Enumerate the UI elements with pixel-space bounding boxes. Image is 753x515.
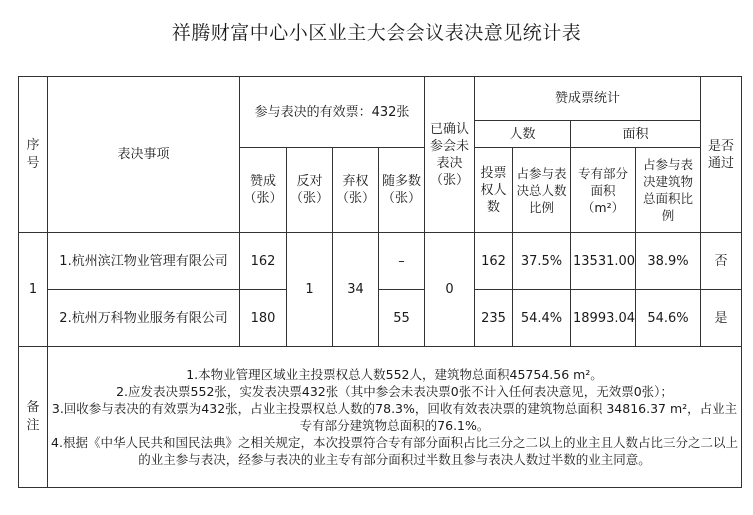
voter-ratio-cell: 37.5% (513, 233, 571, 290)
page-title: 祥腾财富中心小区业主大会会议表决意见统计表 (171, 22, 582, 44)
note-line: 2.应发表决票552张，实发表决票432张（其中参会未表决票0张不计入任何表决意见，无效票0张）； (116, 384, 673, 399)
oppose-cell: 1 (287, 233, 333, 347)
abstain-cell: 34 (333, 233, 379, 347)
item-cell: 1.杭州滨江物业管理有限公司 (48, 233, 240, 290)
unconfirmed-cell: 0 (425, 233, 475, 347)
voter-count-cell: 162 (475, 233, 513, 290)
notes-cell (48, 347, 742, 488)
abstain-header: 弃权（张） (333, 148, 379, 233)
table-row (19, 290, 742, 347)
approve-header: 赞成（张） (240, 148, 287, 233)
follow-majority-cell: 55 (379, 290, 425, 347)
note-line: 4.根据《中华人民共和国民法典》之相关规定，本次投票符合专有部分面积占比三分之二以上的业主且人数占比三分之二以上的业主参与表决，经参与表决的业主专有部分面积过半数且参与表决人数过半数的业主同意。 (51, 435, 738, 467)
item-cell: 2.杭州万科物业服务有限公司 (48, 290, 240, 347)
approve-cell: 162 (240, 233, 287, 290)
follow-majority-header: 随多数（张） (379, 148, 425, 233)
voter-count-cell: 235 (475, 290, 513, 347)
vote-statistics-table (18, 76, 742, 488)
area-group-header: 面积 (571, 121, 701, 148)
approve-stats-header: 赞成票统计 (475, 77, 701, 121)
item-header: 表决事项 (48, 77, 240, 233)
follow-majority-cell: – (379, 233, 425, 290)
passed-header: 是否通过 (701, 77, 742, 233)
area-cell: 18993.04 (571, 290, 636, 347)
voter-ratio-cell: 54.4% (513, 290, 571, 347)
area-cell: 13531.00 (571, 233, 636, 290)
area-ratio-cell: 38.9% (636, 233, 701, 290)
voter-ratio-header: 占参与表决总人数比例 (513, 148, 571, 233)
seq-cell: 1 (19, 233, 48, 347)
valid-votes-header: 参与表决的有效票：432张 (240, 77, 425, 148)
notes-label: 备注 (19, 347, 48, 488)
passed-cell: 是 (701, 290, 742, 347)
oppose-header: 反对（张） (287, 148, 333, 233)
unconfirmed-header: 已确认参会未表决（张） (425, 77, 475, 233)
count-group-header: 人数 (475, 121, 571, 148)
area-header: 专有部分面积（m²） (571, 148, 636, 233)
seq-header: 序号 (19, 77, 48, 233)
passed-cell: 否 (701, 233, 742, 290)
area-ratio-cell: 54.6% (636, 290, 701, 347)
note-line: 1.本物业管理区域业主投票权总人数552人，建筑物总面积45754.56 m²。 (186, 367, 603, 382)
table-row (19, 233, 742, 290)
area-ratio-header: 占参与表决建筑物总面积比例 (636, 148, 701, 233)
approve-cell: 180 (240, 290, 287, 347)
note-line: 3.回收参与表决的有效票为432张，占业主投票权总人数的78.3%，回收有效表决票的建筑物总面积 34816.37 m²，占业主专有部分建筑物总面积的76.1%。 (51, 401, 738, 433)
voter-count-header: 投票权人数 (475, 148, 513, 233)
